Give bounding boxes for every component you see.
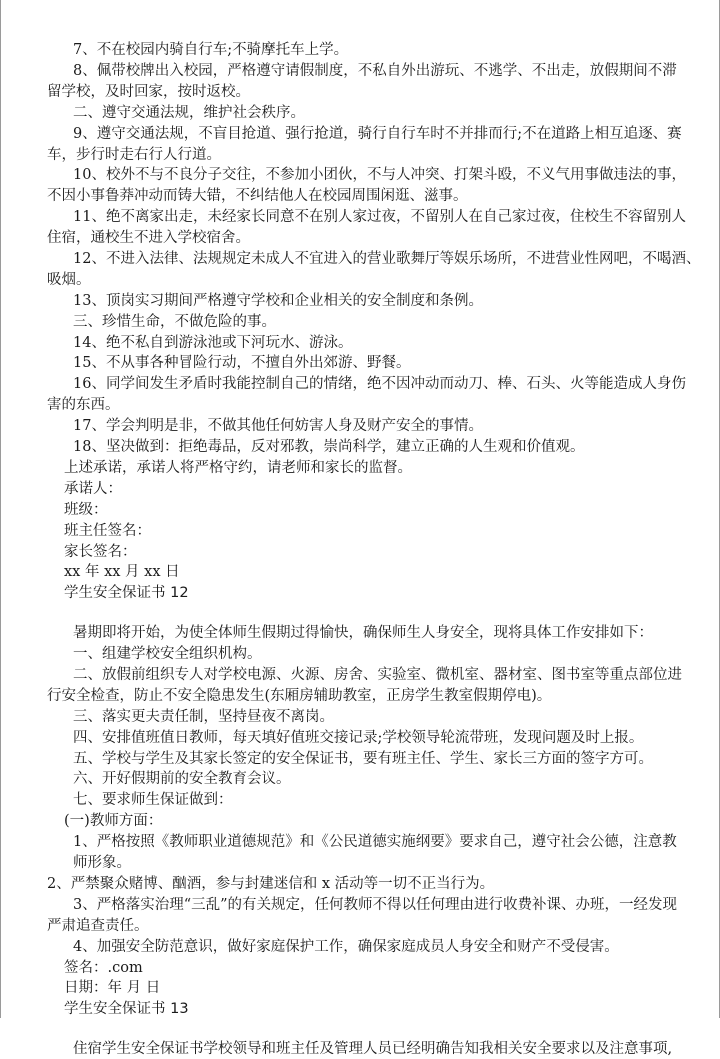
text-line: 4、加强安全防范意识，做好家庭保护工作，确保家庭成员人身安全和财产不受侵害。 <box>73 939 619 955</box>
text-line: 12、不进入法律、法规规定未成人不宜进入的营业歌舞厅等娱乐场所，不进营业性网吧，不喝酒、 <box>73 251 701 267</box>
text-line: 9、遵守交通法规，不盲目抢道、强行抢道，骑行自行车时不并排而行;不在道路上相互追逐、赛 <box>73 126 682 142</box>
text-line: 三、落实更夫责任制，坚持昼夜不离岗。 <box>73 709 334 725</box>
text-line: 7、不在校园内骑自行车;不骑摩托车上学。 <box>73 42 349 58</box>
text-line: 五、学校与学生及其家长签定的安全保证书，要有班主任、学生、家长三方面的签字方可。 <box>73 751 653 767</box>
text-line: 不因小事鲁莽冲动而铸大错，不纠结他人在校园周围闲逛、滋事。 <box>47 188 468 204</box>
text-line: 暑期即将开始，为使全体师生假期过得愉快，确保师生人身安全，现将具体工作安排如下： <box>73 625 653 641</box>
text-line: 17、学会判明是非，不做其他任何妨害人身及财产安全的事情。 <box>73 418 483 434</box>
text-line: 2、严禁聚众赌博、酗酒，参与封建迷信和 x 活动等一切不正当行为。 <box>47 876 495 892</box>
text-line: 10、校外不与不良分子交往，不参加小团伙，不与人冲突、打架斗殴，不义气用事做违法的事， <box>73 167 686 183</box>
text-line: 1、严格按照《教师职业道德规范》和《公民道德实施纲要》要求自己，遵守社会公德，注意教 <box>73 834 677 850</box>
text-line: 行安全检查，防止不安全隐患发生(东厢房辅助教室，正房学生教室假期停电)。 <box>47 688 552 704</box>
signature-label: 家长签名： <box>64 544 137 560</box>
text-line: 上述承诺，承诺人将严格守约，请老师和家长的监督。 <box>64 460 412 476</box>
date-line: 日期：年 月 日 <box>64 980 161 996</box>
document-title: 学生安全保证书 13 <box>64 1001 189 1017</box>
text-line: 14、绝不私自到游泳池或下河玩水、游泳。 <box>73 335 353 351</box>
signature-label: 班主任签名： <box>64 523 151 539</box>
text-line: 车，步行时走右行人行道。 <box>47 147 221 163</box>
text-line: 害的东西。 <box>47 397 120 413</box>
date-line: xx 年 xx 月 xx 日 <box>64 564 180 580</box>
text-line: 六、开好假期前的安全教育会议。 <box>73 771 291 787</box>
signature-label: 签名：.com <box>64 960 143 976</box>
text-line: 11、绝不离家出走，未经家长同意不在别人家过夜，不留别人在自己家过夜，住校生不容留别人 <box>73 209 686 225</box>
text-line: 吸烟。 <box>47 272 91 288</box>
text-line: 16、同学间发生矛盾时我能控制自己的情绪，绝不因冲动而动刀、棒、石头、火等能造成人身伤 <box>73 376 686 392</box>
signature-label: 班级： <box>64 502 108 518</box>
text-line: 师形象。 <box>73 855 131 871</box>
text-line: 15、不从事各种冒险行动，不擅自外出郊游、野餐。 <box>73 355 411 371</box>
text-line: 住宿学生安全保证书学校领导和班主任及管理人员已经明确告知我相关安全要求以及注意事项, <box>73 1041 673 1057</box>
section-heading: 二、遵守交通法规，维护社会秩序。 <box>73 105 305 121</box>
text-line: 3、严格落实治理“三乱”的有关规定，任何教师不得以任何理由进行收费补课、办班，一经发现 <box>73 897 678 913</box>
text-line: 二、放假前组织专人对学校电源、火源、房舍、实验室、微机室、器材室、图书室等重点部位进 <box>73 667 682 683</box>
signature-label: 承诺人： <box>64 481 122 497</box>
text-line: (一)教师方面： <box>64 813 163 829</box>
text-line: 留学校，及时回家，按时返校。 <box>47 84 250 100</box>
text-line: 严肃追查责任。 <box>47 918 149 934</box>
text-line: 七、要求师生保证做到： <box>73 792 233 808</box>
text-line: 8、佩带校牌出入校园，严格遵守请假制度，不私自外出游玩、不逃学、不出走，放假期间不滞 <box>73 63 677 79</box>
text-line: 住宿，通校生不进入学校宿舍。 <box>47 230 250 246</box>
text-line: 一、组建学校安全组织机构。 <box>73 646 262 662</box>
text-line: 四、安排值班值日教师，每天填好值班交接记录;学校领导轮流带班，发现问题及时上报。 <box>73 730 644 746</box>
text-line: 13、顶岗实习期间严格遵守学校和企业相关的安全制度和条例。 <box>73 293 483 309</box>
text-line: 18、坚决做到：拒绝毒品，反对邪教，崇尚科学，建立正确的人生观和价值观。 <box>73 439 585 455</box>
section-heading: 三、珍惜生命，不做危险的事。 <box>73 314 276 330</box>
document-title: 学生安全保证书 12 <box>64 585 189 601</box>
